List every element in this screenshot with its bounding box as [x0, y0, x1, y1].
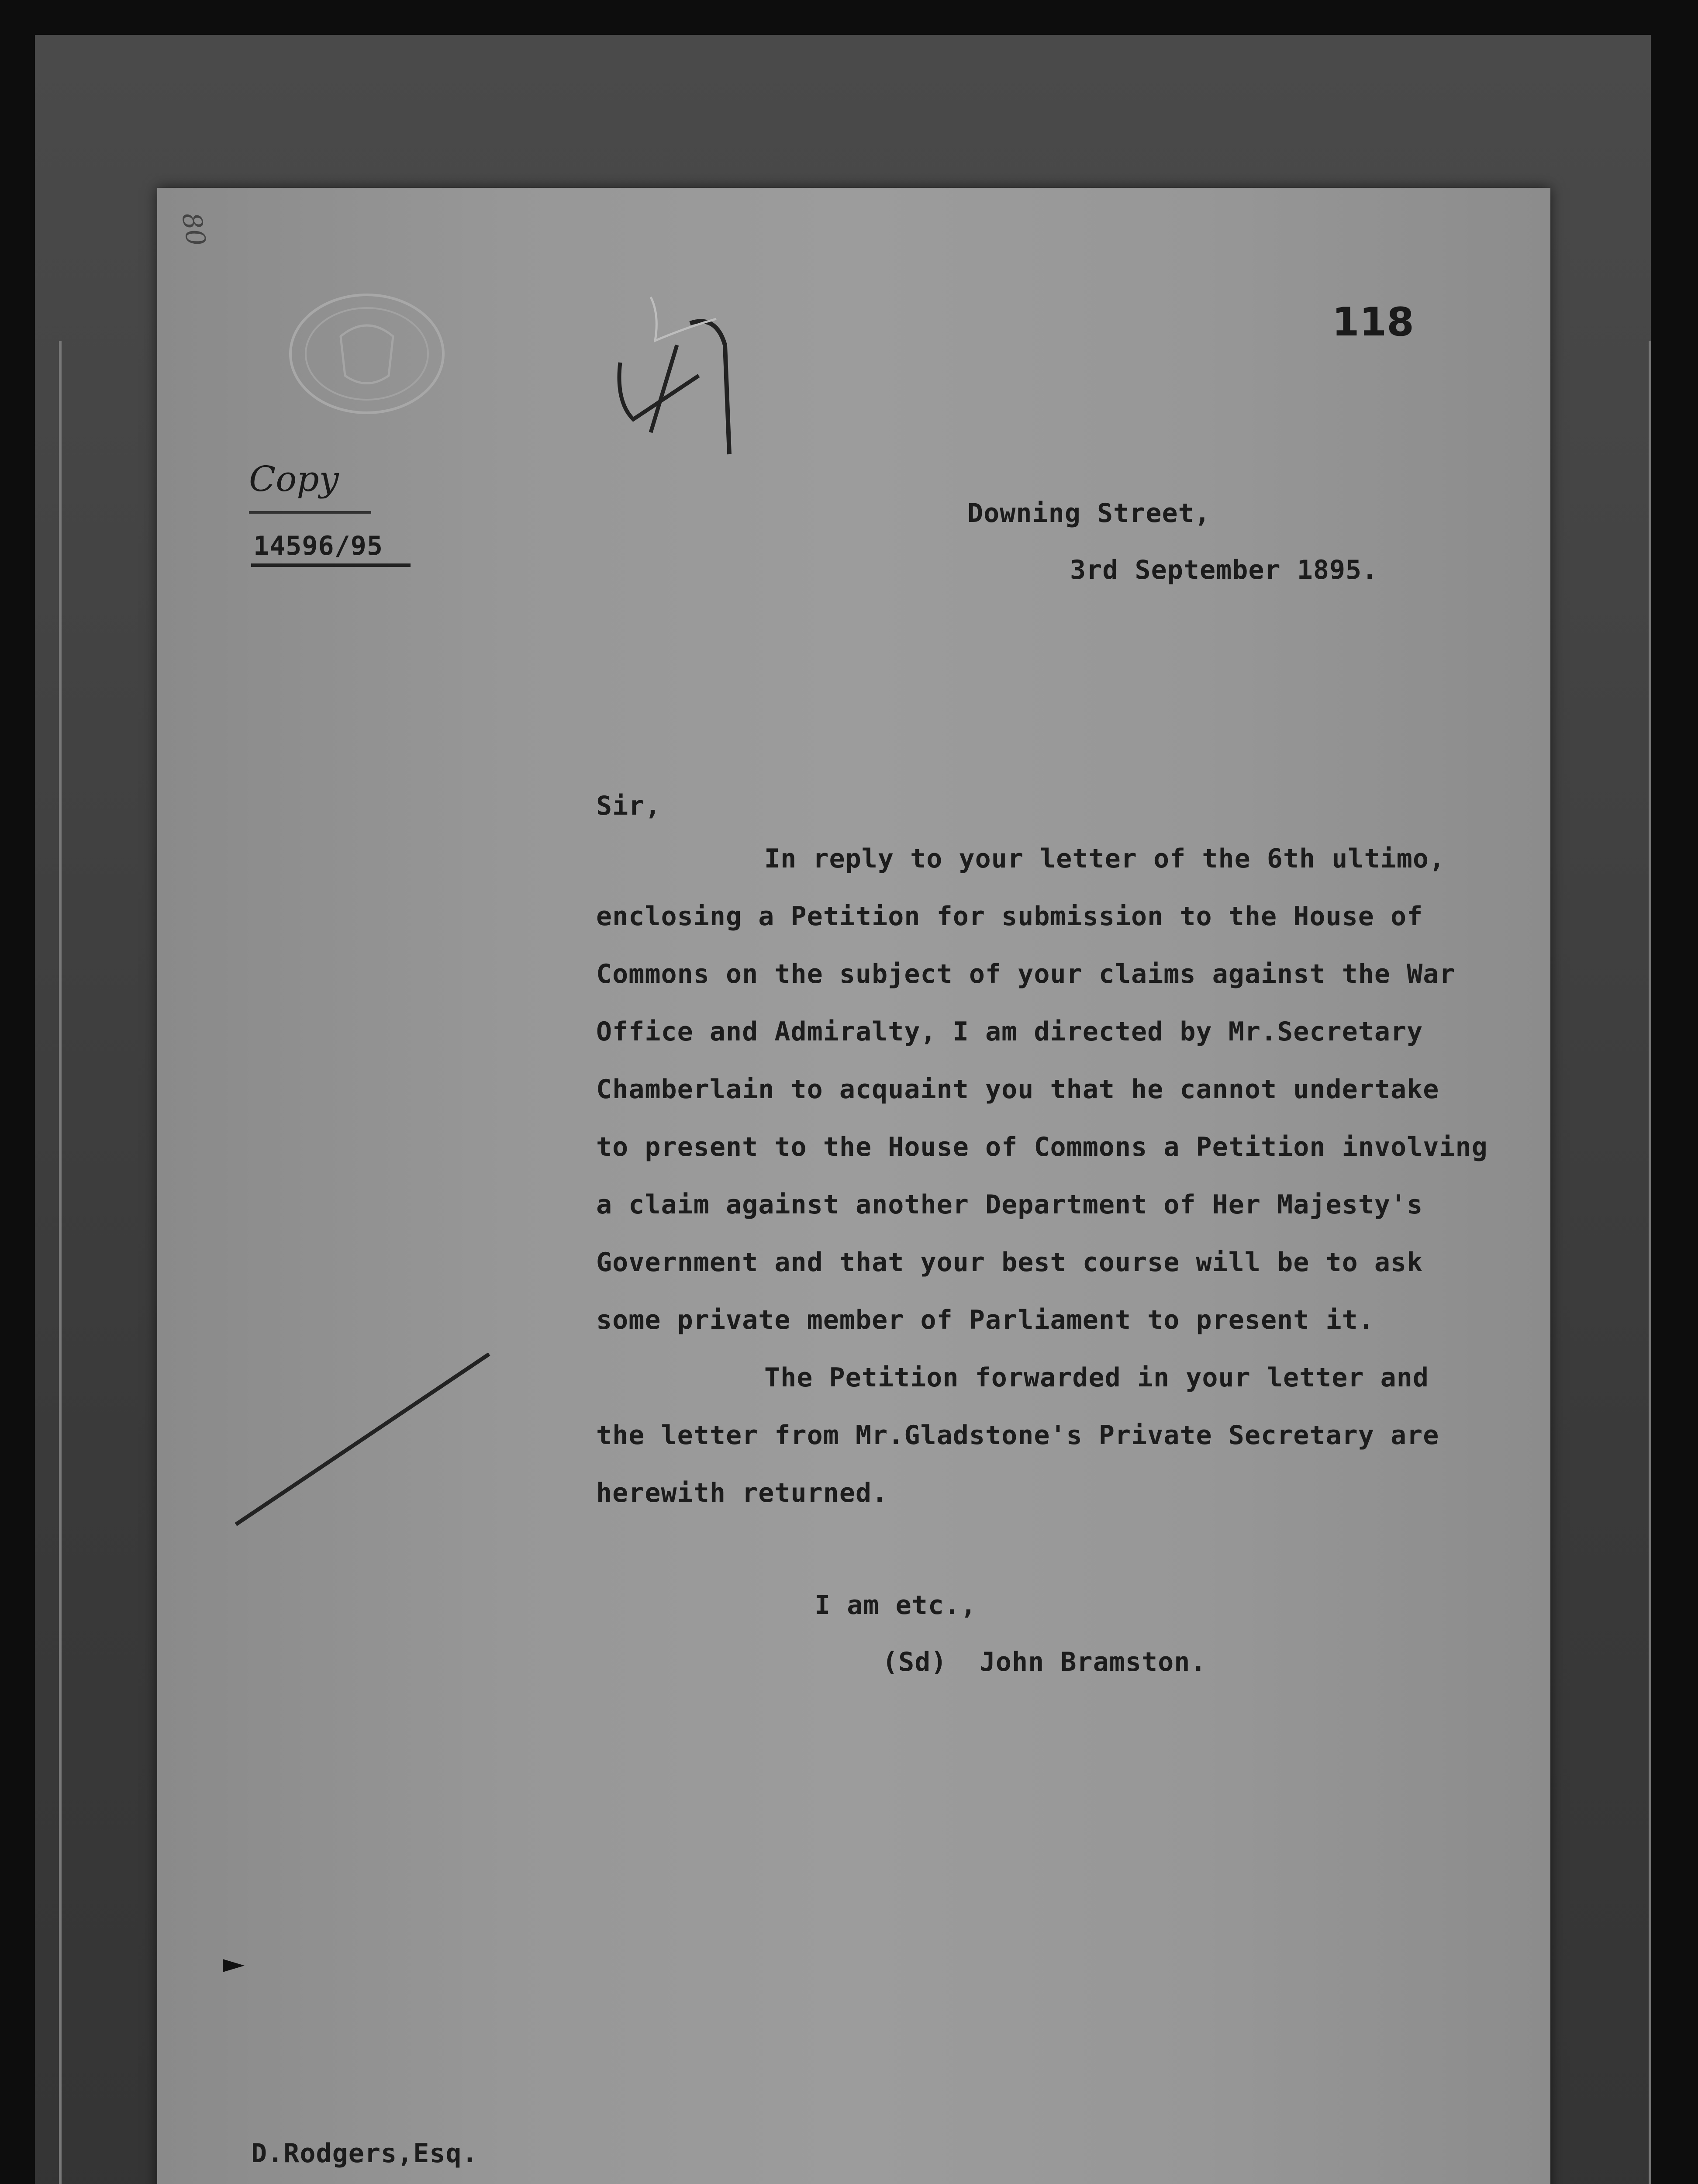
- body-line: Government and that your best course will be to ask: [596, 1247, 1423, 1278]
- body-line: to present to the House of Commons a Petition involving: [596, 1132, 1488, 1162]
- body-line: herewith returned.: [596, 1478, 888, 1508]
- body-line: In reply to your letter of the 6th ultimo,: [764, 843, 1446, 874]
- copy-note: Copy: [249, 459, 339, 499]
- corner-mark: 80: [176, 210, 212, 249]
- file-number: 14596/95: [253, 531, 383, 561]
- arrow-mark-icon: [223, 1957, 249, 1974]
- embossed-seal-icon: [284, 288, 450, 419]
- address-date: 3rd September 1895.: [1070, 555, 1378, 585]
- file-number-underline: [251, 563, 411, 567]
- page-number: 118: [1332, 299, 1414, 345]
- handwritten-four-mark: [590, 288, 773, 463]
- closing-line: I am etc.,: [814, 1590, 977, 1621]
- body-line: the letter from Mr.Gladstone's Private Secretary are: [596, 1420, 1439, 1451]
- body-line: some private member of Parliament to present it.: [596, 1305, 1374, 1335]
- body-paragraph-2: [596, 1349, 1439, 1522]
- body-line: a claim against another Department of Her Majesty's: [596, 1189, 1423, 1220]
- body-line: Office and Admiralty, I am directed by Mr.Secretary: [596, 1016, 1423, 1047]
- addressee: D.Rodgers,Esq.: [251, 2138, 478, 2169]
- salutation: Sir,: [596, 791, 661, 821]
- body-line: The Petition forwarded in your letter and: [764, 1362, 1429, 1393]
- frame-edge-left: [59, 341, 62, 2184]
- body-paragraph-1: [596, 830, 1488, 1349]
- frame-edge-right: [1649, 341, 1651, 2184]
- body-line: Chamberlain to acquaint you that he cannot undertake: [596, 1074, 1439, 1105]
- copy-underline: [249, 511, 371, 514]
- body-line: Commons on the subject of your claims against the War: [596, 959, 1456, 989]
- margin-stroke: [231, 1345, 494, 1529]
- body-line: enclosing a Petition for submission to the House of: [596, 901, 1423, 932]
- address-line1: Downing Street,: [967, 498, 1211, 529]
- signature-line: (Sd) John Bramston.: [882, 1647, 1207, 1677]
